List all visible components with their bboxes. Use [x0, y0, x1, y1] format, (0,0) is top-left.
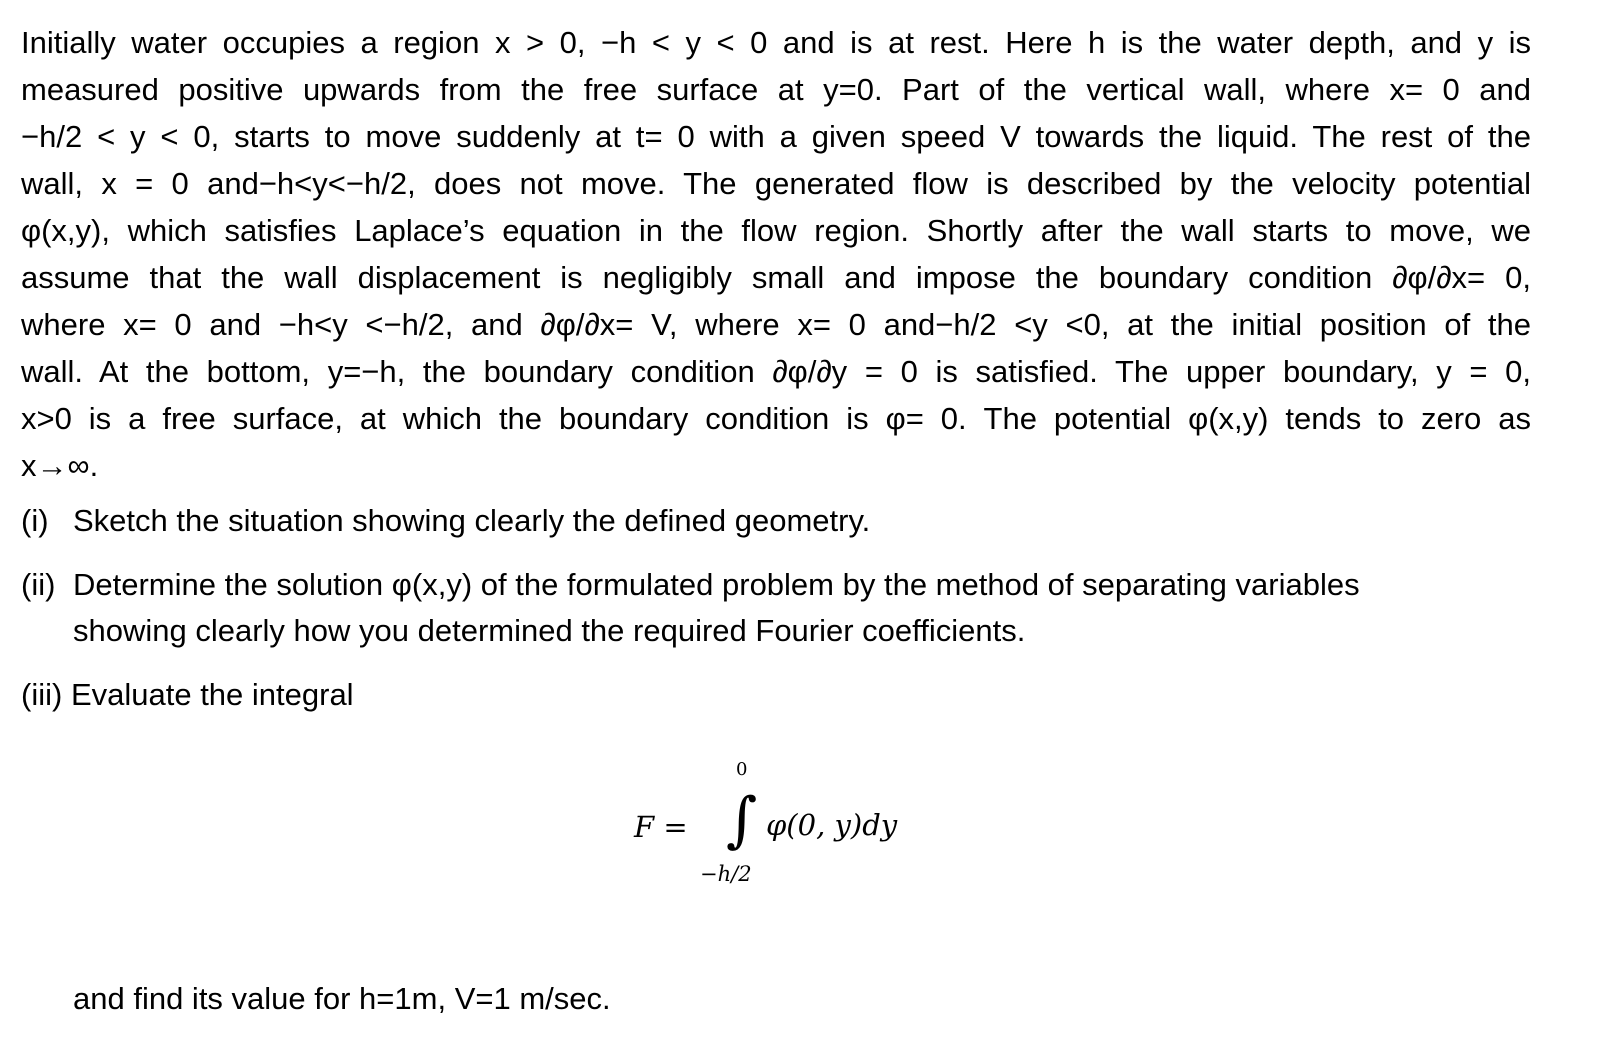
- problem-line: where x= 0 and −h<y <−h/2, and ∂φ/∂x= V, where x= 0 and−h/2 <y <0, at the initial position of the: [21, 307, 1531, 342]
- question-number: (i): [21, 503, 49, 538]
- upper-limit: 0: [736, 759, 748, 780]
- question-i: [21, 497, 870, 544]
- question-ii-continuation: showing clearly how you determined the required Fourier coefficients.: [73, 613, 1026, 648]
- lower-limit: −h/2: [700, 862, 752, 886]
- problem-statement: [21, 19, 1531, 489]
- problem-line: wall, x = 0 and−h<y<−h/2, does not move. The generated flow is described by the velocity potential: [21, 166, 1531, 201]
- problem-line: wall. At the bottom, y=−h, the boundary condition ∂φ/∂y = 0 is satisfied. The upper boundary, y = 0,: [21, 354, 1531, 389]
- equation-lhs: F =: [634, 810, 688, 844]
- question-ii: [21, 561, 1360, 608]
- final-instruction: and find its value for h=1m, V=1 m/sec.: [73, 981, 611, 1016]
- problem-line: x>0 is a free surface, at which the boundary condition is φ= 0. The potential φ(x,y) tends to zero as: [21, 401, 1531, 436]
- problem-line: measured positive upwards from the free surface at y=0. Part of the vertical wall, where x= 0 and: [21, 72, 1531, 107]
- question-text: Evaluate the integral: [70, 677, 354, 712]
- question-text: Determine the solution φ(x,y) of the formulated problem by the method of separating variables: [73, 567, 1360, 602]
- integrand: φ(0, y)dy: [766, 808, 898, 842]
- question-iii: [21, 671, 354, 718]
- problem-line: assume that the wall displacement is negligibly small and impose the boundary condition ∂φ/∂x= 0,: [21, 260, 1531, 295]
- question-number: (ii): [21, 567, 56, 602]
- integral-sign: ∫: [726, 785, 758, 855]
- problem-line: φ(x,y), which satisfies Laplace’s equation in the flow region. Shortly after the wall starts to move, we: [21, 213, 1531, 248]
- question-number: (iii): [21, 677, 63, 712]
- problem-line: Initially water occupies a region x > 0, −h < y < 0 and is at rest. Here h is the water depth, and y is: [21, 25, 1531, 60]
- question-text: Sketch the situation showing clearly the defined geometry.: [73, 503, 871, 538]
- problem-line: x→∞.: [21, 448, 99, 483]
- problem-line: −h/2 < y < 0, starts to move suddenly at t= 0 with a given speed V towards the liquid. The rest of the: [21, 119, 1531, 154]
